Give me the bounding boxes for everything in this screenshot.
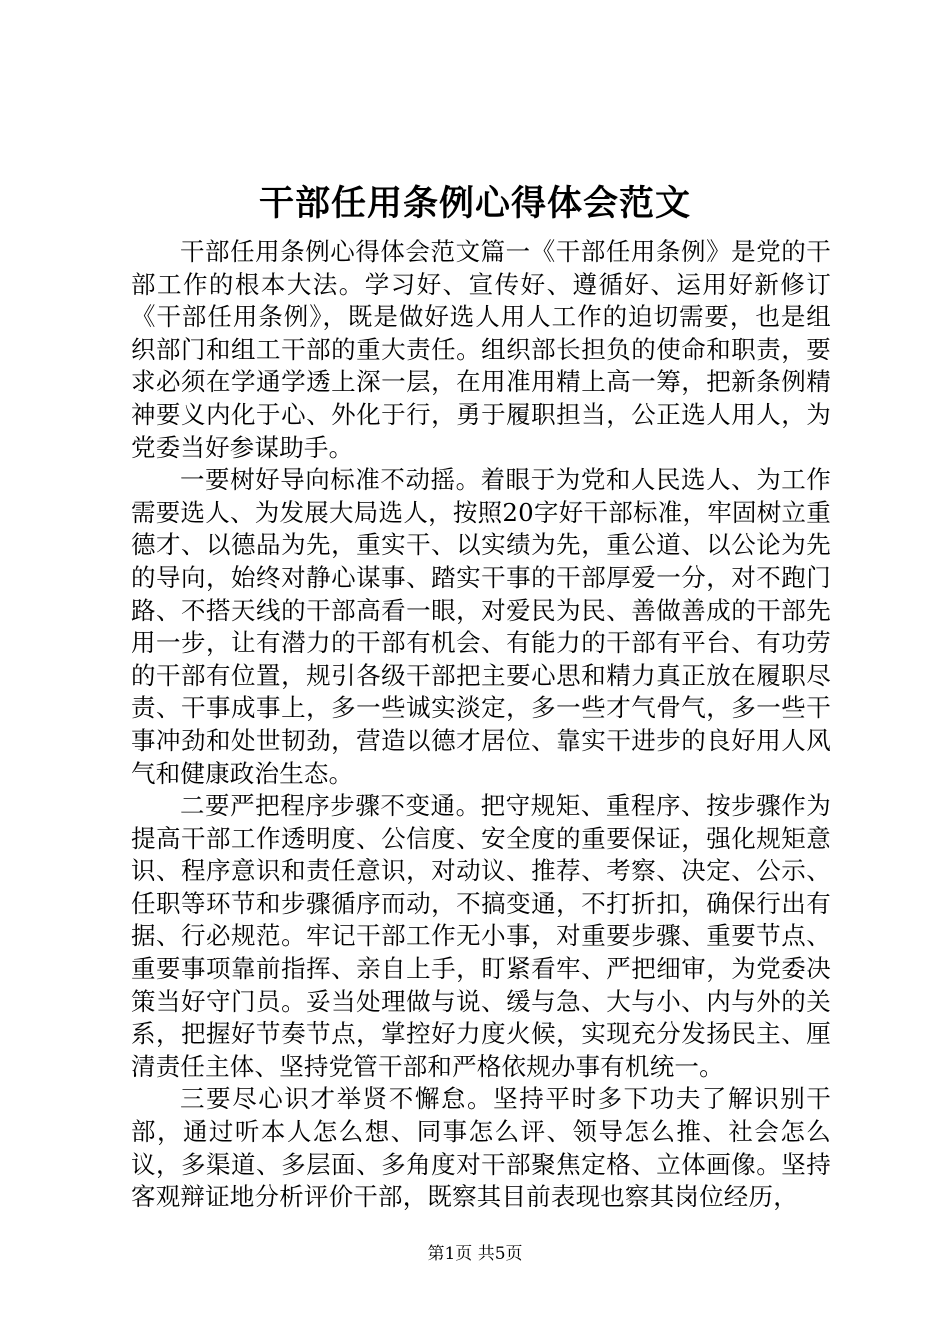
paragraph-2: 一要树好导向标准不动摇。着眼于为党和人民选人、为工作需要选人、为发展大局选人，按照20字好干部标准，牢固树立重德才、以德品为先，重实干、以实绩为先，重公道、以公论为先的导向，始终对静心谋事、踏实干事的干部厚爱一分，对不跑门路、不搭天线的干部高看一眼，对爱民为民、善做善成的干部先用一步，让有潜力的干部有机会、有能力的干部有平台、有功劳的干部有位置，规引各级干部把主要心思和精力真正放在履职尽责、干事成事上，多一些诚实淡定，多一些才气骨气，多一些干事冲劲和处世韧劲，营造以德才居位、靠实干进步的良好用人风气和健康政治生态。 xyxy=(131,465,831,788)
document-title: 干部任用条例心得体会范文 xyxy=(258,183,691,224)
page-number-footer: 第1页 共5页 xyxy=(427,1244,523,1264)
document-body xyxy=(131,236,831,1214)
paragraph-1: 干部任用条例心得体会范文篇一《干部任用条例》是党的干部工作的根本大法。学习好、宣传好、遵循好、运用好新修订《干部任用条例》，既是做好选人用人工作的迫切需要，也是组织部门和组工干部的重大责任。组织部长担负的使命和职责，要求必须在学通学透上深一层，在用准用精上高一筹，把新条例精神要义内化于心、外化于行，勇于履职担当，公正选人用人，为党委当好参谋助手。 xyxy=(131,237,831,462)
paragraph-4: 三要尽心识才举贤不懈怠。坚持平时多下功夫了解识别干部，通过听本人怎么想、同事怎么评、领导怎么推、社会怎么议，多渠道、多层面、多角度对干部聚焦定格、立体画像。坚持客观辩证地分析评价干部，既察其目前表现也察其岗位经历， xyxy=(131,1084,831,1212)
paragraph-3: 二要严把程序步骤不变通。把守规矩、重程序、按步骤作为提高干部工作透明度、公信度、安全度的重要保证，强化规矩意识、程序意识和责任意识，对动议、推荐、考察、决定、公示、任职等环节和步骤循序而动，不搞变通，不打折扣，确保行出有据、行必规范。牢记干部工作无小事，对重要步骤、重要节点、重要事项靠前指挥、亲自上手，盯紧看牢、严把细审，为党委决策当好守门员。妥当处理做与说、缓与急、大与小、内与外的关系，把握好节奏节点，掌控好力度火候，实现充分发扬民主、厘清责任主体、坚持党管干部和严格依规办事有机统一。 xyxy=(131,791,831,1081)
